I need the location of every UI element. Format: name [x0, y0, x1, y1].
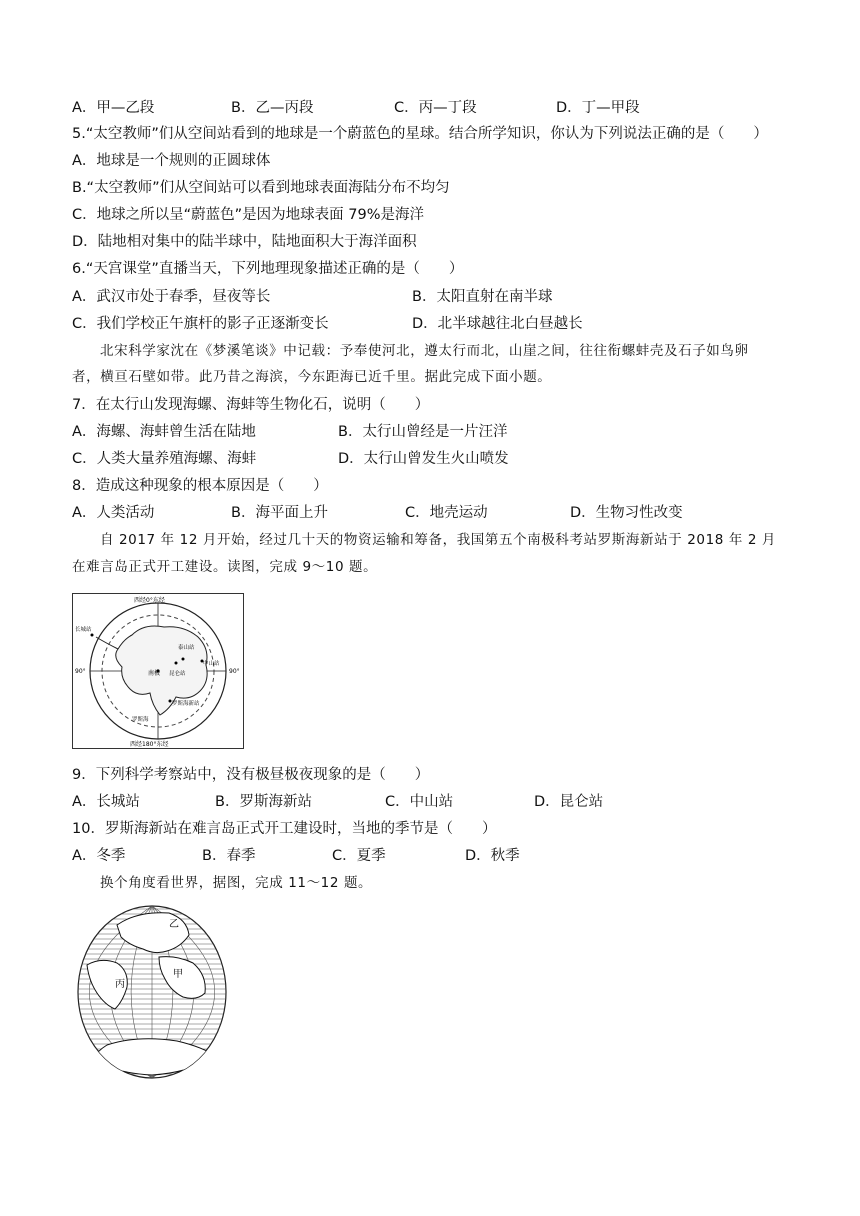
antarctica-map — [72, 593, 244, 749]
q4-option-c: C．丙—丁段 — [394, 100, 477, 116]
q7-stem: 7．在太行山发现海螺、海蚌等生物化石，说明（ ） — [72, 397, 430, 413]
q5-option-a: A．地球是一个规则的正圆球体 — [72, 153, 271, 169]
q10-option-a: A．冬季 — [72, 848, 126, 864]
label-bing: 丙 — [115, 979, 125, 990]
station-zhongshan: 中山站 — [203, 661, 220, 667]
q9-option-c: C．中山站 — [385, 794, 454, 810]
q4-option-d: D．丁—甲段 — [556, 100, 640, 116]
label-left: 90° — [75, 668, 86, 675]
q5-option-c: C．地球之所以呈“蔚蓝色”是因为地球表面 79%是海洋 — [72, 207, 424, 223]
q5-option-d: D．陆地相对集中的陆半球中，陆地面积大于海洋面积 — [72, 234, 417, 250]
q9-stem: 9．下列科学考察站中，没有极昼极夜现象的是（ ） — [72, 767, 430, 783]
q4-option-b: B．乙—丙段 — [231, 100, 314, 116]
label-jia: 甲 — [173, 969, 183, 980]
q7-option-a: A．海螺、海蚌曾生活在陆地 — [72, 424, 256, 440]
passage3-line1: 自 2017 年 12 月开始，经过几十天的物资运输和筹备，我国第五个南极科考站罗斯海新站于 2018 年 2 月 — [100, 532, 777, 548]
q8-option-d: D．生物习性改变 — [570, 505, 683, 521]
label-bottom: 西经180°东经 — [130, 741, 169, 748]
q6-option-b: B．太阳直射在南半球 — [412, 289, 553, 305]
station-rosssea: 罗斯海新站 — [172, 701, 200, 707]
q10-stem: 10．罗斯海新站在难言岛正式开工建设时，当地的季节是（ ） — [72, 821, 497, 837]
q9-option-a: A．长城站 — [72, 794, 140, 810]
label-top: 西经0°东经 — [134, 597, 165, 604]
passage2-line1: 北宋科学家沈在《梦溪笔谈》中记载：予奉使河北，遵太行而北，山崖之间，往往衔螺蚌壳及石子如鸟卵 — [100, 343, 749, 359]
q7-option-c: C．人类大量养殖海螺、海蚌 — [72, 451, 257, 467]
q9-option-b: B．罗斯海新站 — [215, 794, 312, 810]
q6-option-d: D．北半球越往北白昼越长 — [412, 316, 583, 332]
q7-option-b: B．太行山曾经是一片汪洋 — [338, 424, 508, 440]
q6-option-c: C．我们学校正午旗杆的影子正逐渐变长 — [72, 316, 329, 332]
q6-option-a: A．武汉市处于春季，昼夜等长 — [72, 289, 271, 305]
q8-option-c: C．地壳运动 — [405, 505, 488, 521]
antarctica-map-svg — [72, 593, 244, 749]
q4-option-a: A．甲—乙段 — [72, 100, 155, 116]
q5-stem: 5.“太空教师”们从空间站看到的地球是一个蔚蓝色的星球。结合所学知识，你认为下列说法正确的是（ ） — [72, 126, 768, 142]
q10-option-c: C．夏季 — [332, 848, 386, 864]
passage3-line2: 在难言岛正式开工建设。读图，完成 9～10 题。 — [72, 559, 378, 575]
world-map-rotated — [77, 905, 227, 1079]
label-pole: 南极 — [148, 670, 161, 677]
q8-option-b: B．海平面上升 — [231, 505, 328, 521]
label-ross-sea: 罗斯海 — [132, 717, 149, 723]
station-changcheng: 长城站 — [75, 627, 92, 633]
station-kunlun: 昆仑站 — [169, 671, 186, 677]
station-taishan: 泰山站 — [178, 645, 195, 651]
q10-option-d: D．秋季 — [465, 848, 520, 864]
passage2-line2: 者，横亘石壁如带。此乃昔之海滨，今东距海已近千里。据此完成下面小题。 — [72, 369, 552, 385]
label-right: 90° — [229, 668, 240, 675]
q6-stem: 6.“天宫课堂”直播当天，下列地理现象描述正确的是（ ） — [72, 261, 464, 277]
label-yi: 乙 — [169, 919, 179, 930]
world-map-svg — [77, 905, 227, 1079]
q10-option-b: B．春季 — [202, 848, 256, 864]
q5-option-b: B.“太空教师”们从空间站可以看到地球表面海陆分布不均匀 — [72, 180, 450, 196]
q7-option-d: D．太行山曾发生火山喷发 — [338, 451, 509, 467]
q8-option-a: A．人类活动 — [72, 505, 155, 521]
q8-stem: 8．造成这种现象的根本原因是（ ） — [72, 478, 328, 494]
passage4: 换个角度看世界，据图，完成 11～12 题。 — [100, 875, 373, 891]
q9-option-d: D．昆仑站 — [534, 794, 604, 810]
